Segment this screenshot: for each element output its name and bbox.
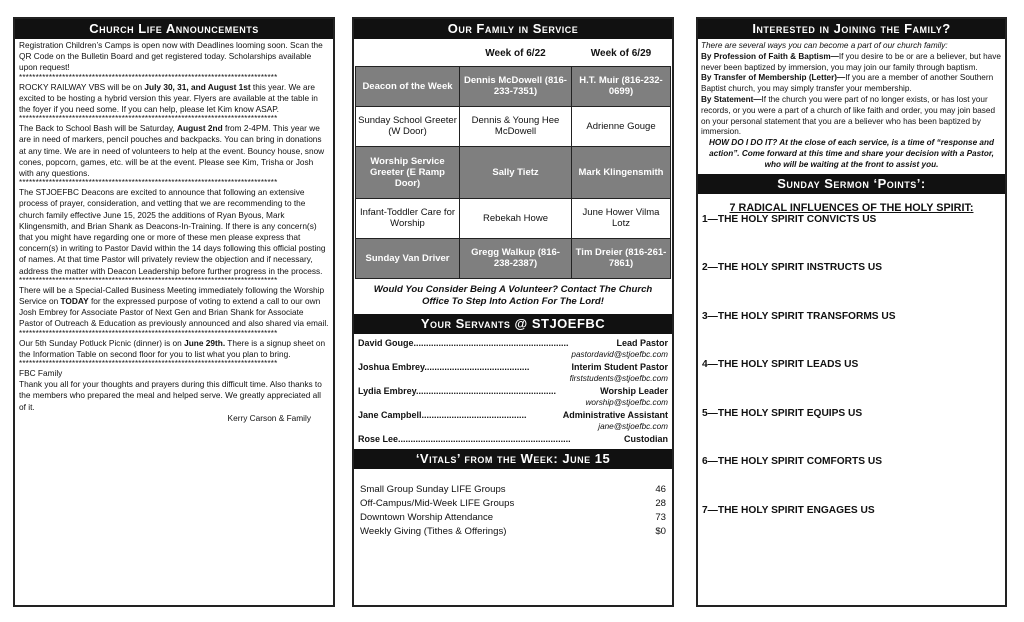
role-cell: Worship Service Greeter (E Ramp Door) [356,146,460,198]
how-to-join: HOW DO I DO IT? At the close of each service, is a time of “response and action”. Come forward at this time and share your decision with a Pastor, who will be waiting at the front to assist you. [709,138,994,169]
joining-info [698,39,1005,171]
week-2-cell: Mark Klingensmith [572,146,671,198]
divider: ****************************************************************************** [19,360,278,369]
vitals-header: ‘Vitals’ from the Week: June 15 [354,449,672,469]
vitals-row: Downtown Worship Attendance 73 [360,511,666,523]
service-panel [352,17,674,607]
servants-list [354,334,672,445]
servant-row: Joshua Embrey.......................................... Interim Student Pastor [358,361,668,372]
vitals-row: Off-Campus/Mid-Week LIFE Groups 28 [360,497,666,509]
announcement-deacons: The STJOEFBC Deacons are excited to announce that following an extensive process of prayer, consideration, and vetting that we are recommending to the church family effective June 15, 2025 the additions of Ryan Byous, Mark Klingensmith, and Brian Shank as Deacons-In-Training. If there is any concern(s) that you might have regarding one or more of these men please express that concern(s) in writing to Pastor David within the 14 days following this official posting of names. At that time Pastor will privately review the objection and if necessary, address the matter with Deacon Leadership before further progress in the process. [19,187,326,276]
servants-header: Your Servants @ STJOEFBC [354,314,672,334]
table-row [356,238,671,278]
servant-row: David Gouge.............................................................. Lead Pastor [358,337,668,348]
sermon-title: 7 RADICAL INFLUENCES OF THE HOLY SPIRIT: [729,201,974,214]
week-2-cell: Adrienne Gouge [572,106,671,146]
divider: ****************************************************************************** [19,329,278,338]
sermon-point: 2—THE HOLY SPIRIT INSTRUCTS US [702,262,883,274]
vitals-row: Small Group Sunday LIFE Groups 46 [360,483,666,495]
volunteer-callout: Would You Consider Being A Volunteer? Contact The Church Office To Step Into Action For The Lord! [373,283,653,307]
announcement-vbs: ROCKY RAILWAY VBS will be on July 30, 31, and August 1st this year. We are excited to be hosting a hybrid version this year. Flyers are available at the table in the foyer if you need some. If you can help, please let Kim know ASAP. [19,81,318,115]
thank-you-signature: Kerry Carson & Family [227,412,311,423]
joining-header: Interested in Joining the Family? [698,19,1005,39]
servant-email: firststudents@stjoefbc.com [569,373,668,383]
vitals-row: Weekly Giving (Tithes & Offerings) $0 [360,526,666,538]
service-table [355,42,671,279]
servant-email: pastordavid@stjoefbc.com [571,349,668,359]
sermon-header: Sunday Sermon ‘Points’: [698,174,1005,194]
servant-row: Lydia Embrey........................................................ Worship Leader [358,385,668,396]
announcement-camps: Registration Children’s Camps is open now with Deadlines looming soon. Scan the QR Code on the Bulletin Board and get registered today. Scholarships available upon request! [19,40,323,73]
joining-option: By Profession of Faith & Baptism—If you desire to be or are a believer, but have never been baptized by immersion, you may join our family through baptism. [701,51,1001,72]
announcement-back-to-school: The Back to School Bash will be Saturday, August 2nd from 2-4PM. This year we are in need of markers, pencil pouches and backpacks. You can bring in donations at any time. We are in need of volunteers to help at the event. Bouncy house, snow cones, popcorn, games, etc. will be at the event. Please see Kim, Trisha or Josh with any questions. [19,123,325,179]
sermon-point: 4—THE HOLY SPIRIT LEADS US [702,359,859,371]
servant-email: jane@stjoefbc.com [598,421,668,431]
week-1-cell: Dennis & Young Hee McDowell [460,106,572,146]
week-2-cell: Tim Dreier (816-261-7861) [572,238,671,278]
sermon-point: 1—THE HOLY SPIRIT CONVICTS US [702,213,877,225]
thank-you-body: Thank you all for your thoughts and prayers during this difficult time. Also thanks to the members who prepared the meal and helped serve. We greatly appreciated all of it. [19,379,322,412]
service-table-header [356,42,671,66]
church-life-header: Church Life Announcements [15,19,333,39]
week-1-cell: Gregg Walkup (816-238-2387) [460,238,572,278]
church-life-panel [13,17,335,607]
announcement-business-meeting: There will be a Special-Called Business Meeting immediately following the Worship Service on TODAY for the expressed purpose of voting to extend a call to our own Josh Embrey for Associate Pastor of Next Gen and Brian Shank for Associate Pastor of Outreach & Education as previously announced and also shared via email. [19,284,329,329]
role-cell: Infant-Toddler Care for Worship [356,198,460,238]
announcement-potluck: Our 5th Sunday Potluck Picnic (dinner) is on June 29th. There is a signup sheet on the Information Table on second floor for you to list what you plan to bring. [19,337,326,359]
divider: ****************************************************************************** [19,115,278,124]
servant-email: worship@stjoefbc.com [585,397,668,407]
joining-option: By Statement—If the church you were part of no longer exists, or has lost your records, or you were a part of a church of like faith and order, you may join based on your personal statement that you are a believer who has been baptized by immersion. [701,94,995,137]
week-1-cell: Sally Tietz [460,146,572,198]
week-2-cell: H.T. Muir (816-232-0699) [572,66,671,106]
divider: ****************************************************************************** [19,179,278,188]
role-cell: Sunday School Greeter (W Door) [356,106,460,146]
servant-row: Jane Campbell.......................................... Administrative Assistant [358,409,668,420]
week-1-cell: Dennis McDowell (816-233-7351) [460,66,572,106]
sermon-point: 3—THE HOLY SPIRIT TRANSFORMS US [702,310,896,322]
sermon-point: 5—THE HOLY SPIRIT EQUIPS US [702,407,863,419]
joining-option: By Transfer of Membership (Letter)—If you are a member of another Southern Baptist church, you may simply transfer your membership. [701,73,994,94]
table-row [356,106,671,146]
thank-you-title: FBC Family [19,368,63,379]
vitals-list [354,469,672,540]
table-row [356,198,671,238]
table-row [356,146,671,198]
week-2-header: Week of 6/29 [590,48,652,60]
week-1-cell: Rebekah Howe [460,198,572,238]
role-cell: Sunday Van Driver [356,238,460,278]
sermon-points [698,214,1005,554]
week-1-header: Week of 6/22 [485,48,546,60]
divider: ****************************************************************************** [19,276,278,285]
announcements [15,39,333,424]
table-row [356,66,671,106]
servant-row: Rose Lee..................................................................... Custodian [358,433,668,444]
sermon-point: 6—THE HOLY SPIRIT COMFORTS US [702,456,883,468]
sermon-point: 7—THE HOLY SPIRIT ENGAGES US [702,504,875,516]
family-in-service-header: Our Family in Service [354,19,672,39]
week-2-cell: June Hower Vilma Lotz [572,198,671,238]
joining-lead: There are several ways you can become a part of our church family: [701,41,948,50]
divider: ****************************************************************************** [19,73,278,82]
joining-panel [696,17,1007,607]
role-cell: Deacon of the Week [356,66,460,106]
